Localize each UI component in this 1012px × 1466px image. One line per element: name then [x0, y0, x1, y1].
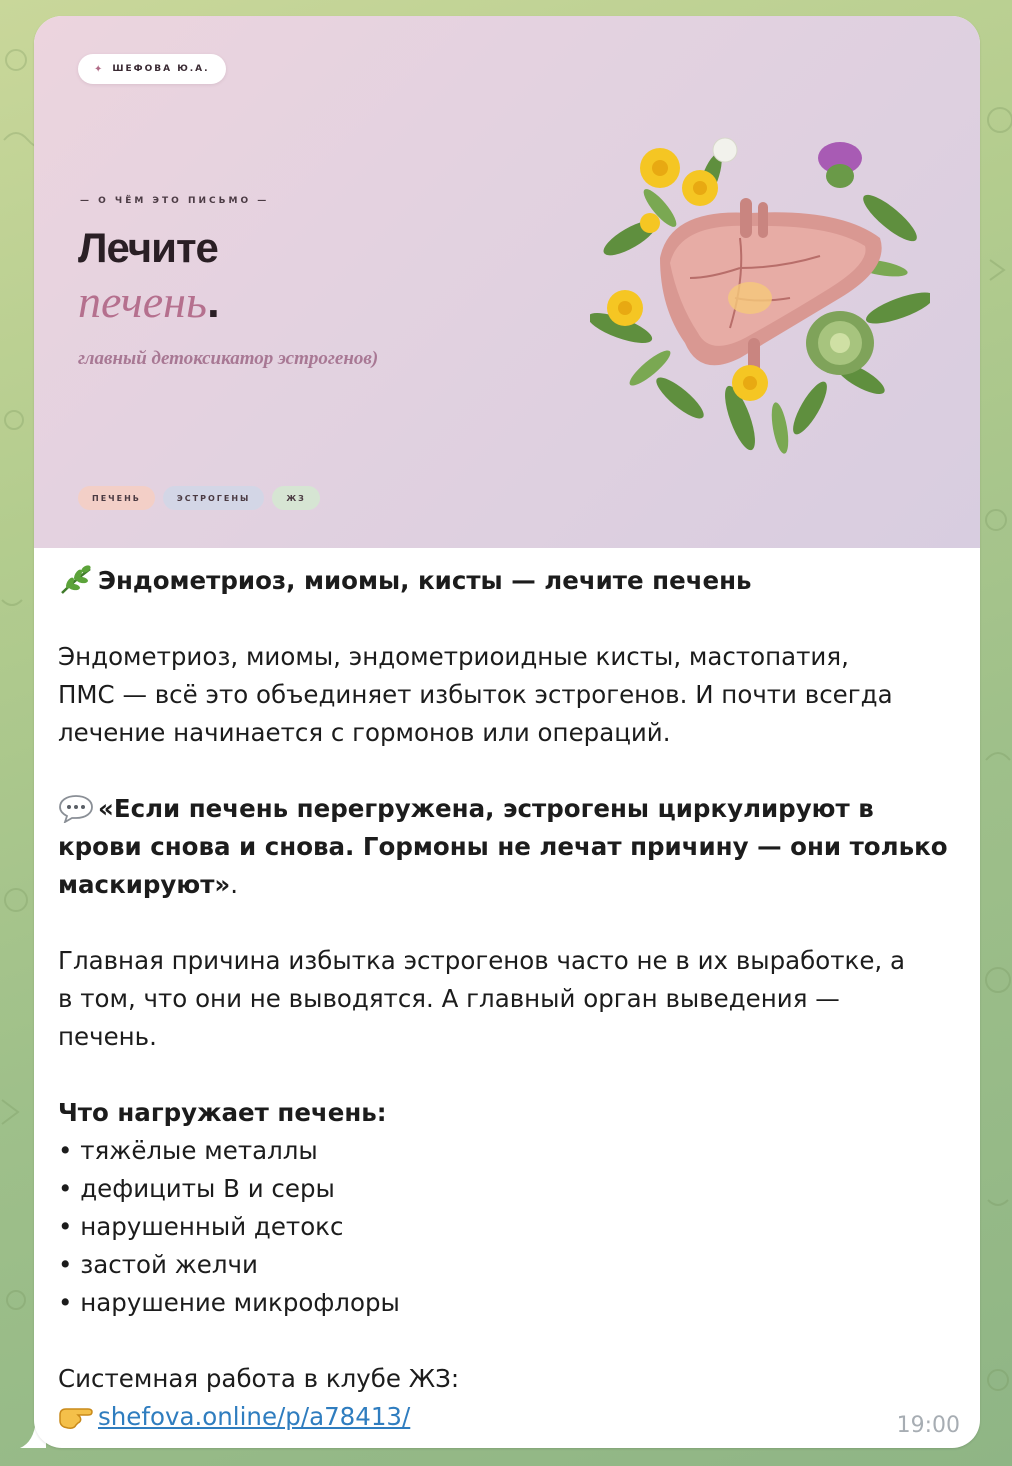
- club-link[interactable]: shefova.online/p/a78413/: [98, 1402, 411, 1431]
- liver-herbs-illustration: [590, 128, 930, 458]
- tag-liver: ПЕЧЕНЬ: [78, 486, 155, 510]
- quote-end: .: [230, 870, 239, 899]
- list-item: • нарушенный детокс: [58, 1212, 344, 1241]
- list-item: • нарушение микрофлоры: [58, 1288, 400, 1317]
- banner-image[interactable]: [34, 16, 980, 548]
- list-item: • дефициты B и серы: [58, 1174, 335, 1203]
- banner-tags: [78, 486, 320, 510]
- banner-title-word: печень: [78, 276, 207, 327]
- banner-subtitle: главный детоксикатор эстрогенов): [78, 348, 379, 369]
- star-icon: ✦: [94, 63, 105, 75]
- message-text: [58, 562, 958, 1436]
- list-item: • тяжёлые металлы: [58, 1136, 318, 1165]
- para2-line2: в том, что они не выводятся. А главный орган выведения —: [58, 984, 840, 1013]
- herb-emoji-icon: [58, 565, 94, 595]
- tag-zhz: ЖЗ: [272, 486, 319, 510]
- author-badge: [78, 54, 226, 84]
- para2-line1: Главная причина избытка эстрогенов часто не в их выработке, а: [58, 946, 906, 975]
- para1-line2: ПМС — всё это объединяет избыток эстрогенов. И почти всегда: [58, 680, 893, 709]
- cta-link-row: [58, 1398, 958, 1436]
- message-timestamp: 19:00: [896, 1413, 960, 1438]
- para1-line3: лечение начинается с гормонов или операций.: [58, 718, 671, 747]
- message-heading: [58, 562, 958, 600]
- speech-bubble-emoji-icon: [58, 793, 94, 823]
- author-name: ШЕФОВА Ю.А.: [112, 64, 210, 74]
- list-item: • застой желчи: [58, 1250, 258, 1279]
- banner-title-dot: .: [206, 275, 220, 327]
- paragraph-1: [58, 638, 958, 752]
- paragraph-2: [58, 942, 958, 1056]
- message-bubble[interactable]: [34, 16, 980, 1448]
- tag-estrogens: ЭСТРОГЕНЫ: [163, 486, 264, 510]
- heading-text: Эндометриоз, миомы, кисты — лечите печень: [98, 566, 752, 595]
- quote: [58, 790, 958, 904]
- quote-line2: крови снова и снова. Гормоны не лечат причину — они только: [58, 832, 948, 861]
- quote-line1: «Если печень перегружена, эстрогены циркулируют в: [98, 794, 874, 823]
- banner-eyebrow: — О ЧЁМ ЭТО ПИСЬМО —: [80, 196, 270, 206]
- banner-title-line1: Лечите: [78, 224, 218, 271]
- list-heading: Что нагружает печень:: [58, 1098, 387, 1127]
- para2-line3: печень.: [58, 1022, 157, 1051]
- para1-line1: Эндометриоз, миомы, эндометриоидные кисты, мастопатия,: [58, 642, 849, 671]
- cta-text: Системная работа в клубе ЖЗ:: [58, 1364, 460, 1393]
- pointing-hand-emoji-icon: [58, 1401, 94, 1431]
- banner-title-line2: [78, 274, 220, 328]
- quote-line3: маскируют»: [58, 870, 231, 899]
